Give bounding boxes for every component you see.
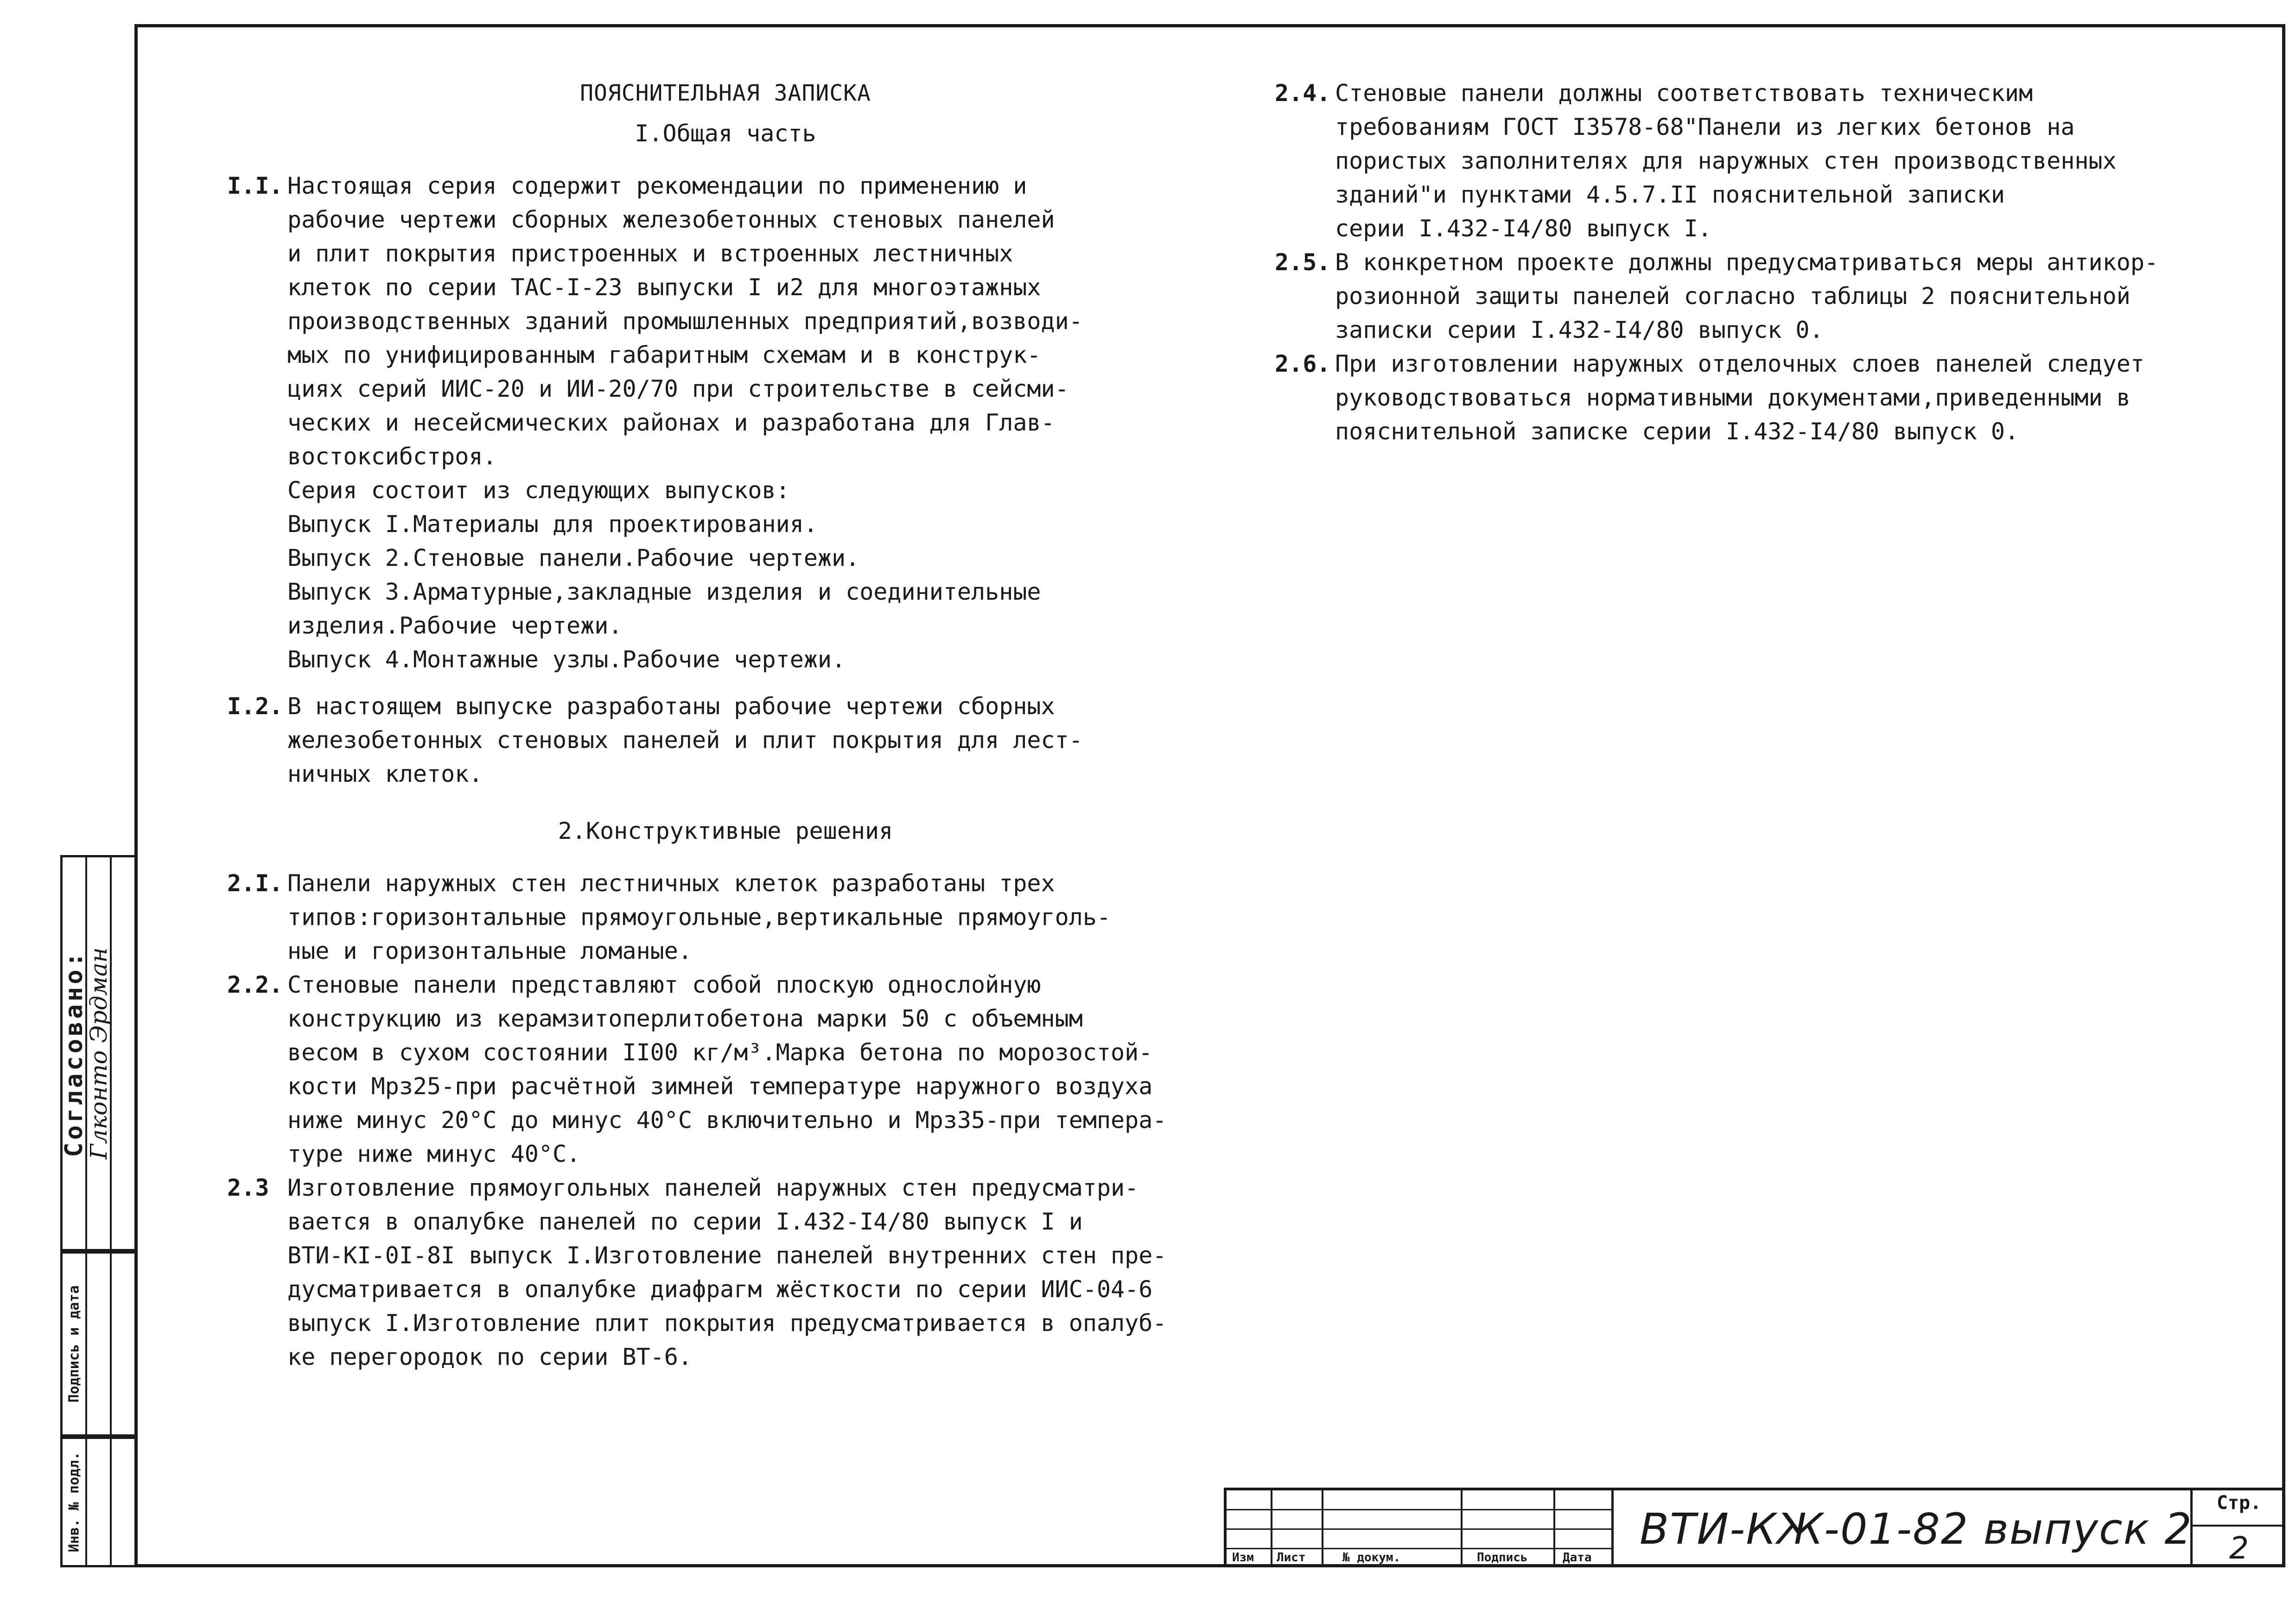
paragraph-number: 2.5. bbox=[1275, 249, 1331, 276]
text-line: розионной защиты панелей согласно таблицы 2 пояснительной bbox=[1335, 283, 2131, 310]
text-line: В конкретном проекте должны предусматриваться меры антикор- bbox=[1335, 249, 2159, 276]
text-line: мых по унифицированным габаритным схемам и в конструк- bbox=[287, 342, 1041, 368]
note-title: ПОЯСНИТЕЛЬНАЯ ЗАПИСКА bbox=[580, 80, 871, 106]
paragraph-2-1 bbox=[227, 867, 1224, 968]
page-number: 2 bbox=[2229, 1530, 2249, 1566]
series-line: Серия состоит из следующих выпусков: bbox=[287, 477, 790, 504]
text-line: железобетонных стеновых панелей и плит покрытия для лест- bbox=[287, 727, 1083, 754]
text-line: ничных клеток. bbox=[287, 760, 483, 787]
section2-title: 2.Конструктивные решения bbox=[558, 818, 893, 844]
text-line: Настоящая серия содержит рекомендации по применению и bbox=[287, 172, 1027, 199]
page-label: Стр. bbox=[2216, 1492, 2262, 1514]
sign-date-label: Подпись и дата bbox=[66, 1285, 82, 1403]
paragraph-number: 2.3 bbox=[227, 1174, 269, 1201]
text-line: пояснительной записке серии I.432-I4/80 выпуск 0. bbox=[1335, 418, 2019, 445]
agreed-label: Согласовано: bbox=[60, 949, 88, 1157]
section1-title: I.Общая часть bbox=[635, 120, 816, 147]
col-label-signature: Подпись bbox=[1477, 1551, 1528, 1565]
text-line: При изготовлении наружных отделочных слоев панелей следует bbox=[1335, 350, 2144, 377]
text-line: требованиям ГОСТ I3578-68"Панели из легких бетонов на bbox=[1335, 114, 2075, 140]
text-line: выпуск I.Изготовление плит покрытия предусматривается в опалуб- bbox=[287, 1310, 1167, 1337]
series-line: Выпуск 3.Арматурные,закладные изделия и соединительные bbox=[287, 578, 1041, 605]
text-line: и плит покрытия пристроенных и встроенных лестничных bbox=[287, 240, 1013, 267]
paragraph-number: 2.I. bbox=[227, 870, 283, 897]
text-line: востоксибстроя. bbox=[287, 443, 497, 470]
paragraph-1-1 bbox=[227, 169, 1224, 474]
agreed-strip bbox=[60, 855, 134, 1251]
col-label-date: Дата bbox=[1563, 1551, 1592, 1565]
text-line: Стеновые панели должны соответствовать техническим bbox=[1335, 80, 2033, 107]
paragraph-2-4 bbox=[1275, 76, 2211, 246]
text-line: рабочие чертежи сборных железобетонных стеновых панелей bbox=[287, 206, 1055, 233]
text-line: пористых заполнителях для наружных стен производственных bbox=[1335, 147, 2117, 174]
series-line: Выпуск I.Материалы для проектирования. bbox=[287, 511, 818, 538]
text-line: Изготовление прямоугольных панелей наружных стен предусматри- bbox=[287, 1174, 1139, 1201]
text-line: Панели наружных стен лестничных клеток разработаны трех bbox=[287, 870, 1055, 897]
text-line: руководствоваться нормативными документами,приведенными в bbox=[1335, 384, 2131, 411]
text-line: циях серий ИИС-20 и ИИ-20/70 при строительстве в сейсми- bbox=[287, 375, 1069, 402]
col-label-change: Изм bbox=[1232, 1551, 1254, 1565]
text-line: туре ниже минус 40°С. bbox=[287, 1141, 581, 1167]
col-label-sheet: Лист bbox=[1277, 1551, 1306, 1565]
paragraph-number: I.2. bbox=[227, 693, 283, 720]
series-line: Выпуск 2.Стеновые панели.Рабочие чертежи. bbox=[287, 545, 860, 571]
text-line: записки серии I.432-I4/80 выпуск 0. bbox=[1335, 317, 1824, 343]
text-line: серии I.432-I4/80 выпуск I. bbox=[1335, 215, 1712, 242]
paragraph-2-3 bbox=[227, 1171, 1224, 1374]
paragraph-1-2 bbox=[227, 690, 1224, 791]
col-label-doc-no: № докум. bbox=[1342, 1551, 1401, 1565]
text-line: кости Мрз25-при расчётной зимней температуре наружного воздуха bbox=[287, 1073, 1153, 1100]
paragraph-number: 2.6. bbox=[1275, 350, 1331, 377]
left-text-column bbox=[227, 76, 1224, 1374]
title-block bbox=[1224, 1488, 2285, 1567]
text-line: ческих и несейсмических районах и разработана для Глав- bbox=[287, 409, 1055, 436]
paragraph-number: 2.2. bbox=[227, 971, 283, 998]
paragraph-number: 2.4. bbox=[1275, 80, 1331, 107]
document-code: ВТИ-КЖ-01-82 выпуск 2 bbox=[1611, 1490, 2219, 1567]
text-line: дусматривается в опалубке диафрагм жёсткости по серии ИИС-04-6 bbox=[287, 1276, 1153, 1303]
text-line: ниже минус 20°С до минус 40°С включительно и Мрз35-при темпера- bbox=[287, 1107, 1167, 1134]
text-line: конструкцию из керамзитоперлитобетона марки 50 с объемным bbox=[287, 1005, 1083, 1032]
series-list bbox=[227, 474, 1224, 677]
series-line: Выпуск 4.Монтажные узлы.Рабочие чертежи. bbox=[287, 646, 846, 673]
page-box-top-line bbox=[2190, 1488, 2285, 1490]
text-line: В настоящем выпуске разработаны рабочие чертежи сборных bbox=[287, 693, 1055, 720]
text-line: Стеновые панели представляют собой плоскую однослойную bbox=[287, 971, 1041, 998]
text-line: производственных зданий промышленных предприятий,возводи- bbox=[287, 308, 1083, 335]
paragraph-2-2 bbox=[227, 968, 1224, 1171]
revision-grid bbox=[1227, 1490, 1611, 1567]
text-line: вается в опалубке панелей по серии I.432-I4/80 выпуск I и bbox=[287, 1208, 1083, 1235]
paragraph-2-6 bbox=[1275, 347, 2211, 449]
text-line: клеток по серии ТАС-I-23 выпуски I и2 для многоэтажных bbox=[287, 274, 1041, 301]
text-line: ВТИ-КI-0I-8I выпуск I.Изготовление панелей внутренних стен пре- bbox=[287, 1242, 1167, 1269]
paragraph-2-5 bbox=[1275, 246, 2211, 347]
text-line: весом в сухом состоянии II00 кг/м³.Марка бетона по морозостой- bbox=[287, 1039, 1153, 1066]
text-line: зданий"и пунктами 4.5.7.II пояснительной записки bbox=[1335, 181, 2005, 208]
series-line: изделия.Рабочие чертежи. bbox=[287, 612, 623, 639]
sign-date-strip bbox=[60, 1251, 134, 1437]
right-text-column bbox=[1275, 76, 2211, 449]
inventory-strip bbox=[60, 1437, 134, 1567]
paragraph-number: I.I. bbox=[227, 172, 283, 199]
text-line: типов:горизонтальные прямоугольные,вертикальные прямоуголь- bbox=[287, 904, 1111, 931]
text-line: ке перегородок по серии ВТ-6. bbox=[287, 1344, 692, 1370]
page-box bbox=[2190, 1488, 2285, 1567]
agreed-signature: Глконто Эрдман bbox=[85, 947, 112, 1160]
inventory-label: Инв. № подл. bbox=[66, 1451, 82, 1553]
text-line: ные и горизонтальные ломаные. bbox=[287, 938, 692, 964]
